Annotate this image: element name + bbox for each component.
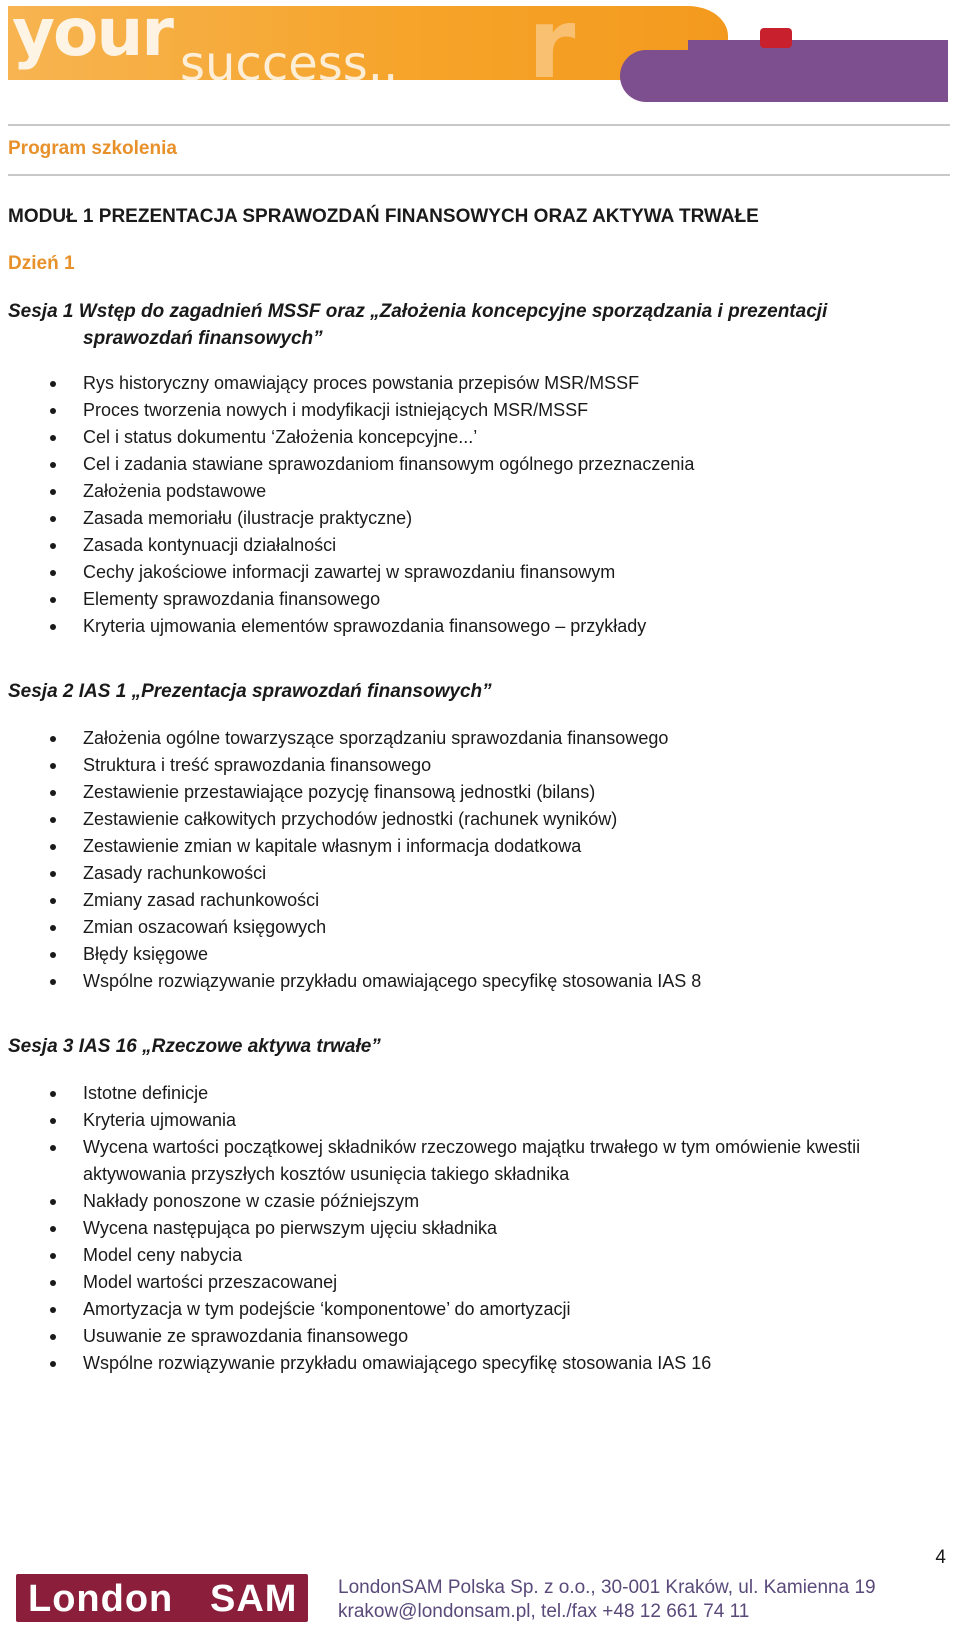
module-title: MODUŁ 1 PREZENTACJA SPRAWOZDAŃ FINANSOWYCH ORAZ AKTYWA TRWAŁE	[8, 206, 759, 227]
list-item: Zasady rachunkowości	[8, 860, 938, 887]
list-item: Założenia podstawowe	[8, 478, 938, 505]
list-item: Wspólne rozwiązywanie przykładu omawiającego specyfikę stosowania IAS 8	[8, 968, 938, 995]
list-item: Kryteria ujmowania elementów sprawozdania finansowego – przykłady	[8, 613, 938, 640]
document-body	[8, 205, 938, 1377]
list-item: Zasada memoriału (ilustracje praktyczne)	[8, 505, 938, 532]
list-item: Struktura i treść sprawozdania finansowego	[8, 752, 938, 779]
session-3-list	[8, 1080, 938, 1377]
page-number: 4	[935, 1547, 946, 1568]
list-item: Proces tworzenia nowych i modyfikacji istniejących MSR/MSSF	[8, 397, 938, 424]
session-2	[8, 678, 938, 995]
list-item: Zmiany zasad rachunkowości	[8, 887, 938, 914]
list-item: Cel i status dokumentu ‘Założenia koncepcyjne...’	[8, 424, 938, 451]
list-item: Cel i zadania stawiane sprawozdaniom finansowym ogólnego przeznaczenia	[8, 451, 938, 478]
banner-red-mark	[760, 28, 792, 48]
footer	[16, 1572, 946, 1624]
session-2-list	[8, 725, 938, 995]
list-item: Zestawienie całkowitych przychodów jednostki (rachunek wyników)	[8, 806, 938, 833]
contact-address: LondonSAM Polska Sp. z o.o., 30-001 Kraków, ul. Kamienna 19	[338, 1577, 876, 1598]
session-1	[8, 298, 938, 640]
list-item: Usuwanie ze sprawozdania finansowego	[8, 1323, 938, 1350]
session-title: Sesja 3 IAS 16 „Rzeczowe aktywa trwałe”	[8, 1036, 381, 1057]
header-banner	[8, 6, 948, 102]
logo-text-london: London	[28, 1578, 174, 1620]
list-item: Wycena wartości początkowej składników rzeczowego majątku trwałego w tym omówienie kwestii aktywowania przyszłych kosztów usunięcia takiego składnika	[8, 1134, 938, 1188]
list-item: Zasada kontynuacji działalności	[8, 532, 938, 559]
list-item: Model ceny nabycia	[8, 1242, 938, 1269]
session-title: Sesja 2 IAS 1 „Prezentacja sprawozdań finansowych”	[8, 681, 492, 702]
list-item: Zestawienie przestawiające pozycję finansową jednostki (bilans)	[8, 779, 938, 806]
day-title: Dzień 1	[8, 253, 75, 274]
footer-contact	[338, 1576, 876, 1624]
session-3	[8, 1033, 938, 1377]
list-item: Rys historyczny omawiający proces powstania przepisów MSR/MSSF	[8, 370, 938, 397]
session-1-list	[8, 370, 938, 640]
top-divider	[8, 124, 950, 126]
list-item: Kryteria ujmowania	[8, 1107, 938, 1134]
banner-logo-word-r: r	[528, 6, 576, 100]
list-item: Zestawienie zmian w kapitale własnym i informacja dodatkowa	[8, 833, 938, 860]
banner-purple-band	[620, 50, 948, 102]
list-item: Założenia ogólne towarzyszące sporządzaniu sprawozdania finansowego	[8, 725, 938, 752]
list-item: Nakłady ponoszone w czasie późniejszym	[8, 1188, 938, 1215]
londonsam-logo	[16, 1574, 308, 1622]
list-item: Model wartości przeszacowanej	[8, 1269, 938, 1296]
list-item: Wycena następująca po pierwszym ujęciu składnika	[8, 1215, 938, 1242]
logo-text-sam: SAM	[210, 1578, 298, 1620]
list-item: Cechy jakościowe informacji zawartej w sprawozdaniu finansowym	[8, 559, 938, 586]
list-item: Wspólne rozwiązywanie przykładu omawiającego specyfikę stosowania IAS 16	[8, 1350, 938, 1377]
program-title: Program szkolenia	[8, 138, 177, 159]
list-item: Amortyzacja w tym podejście ‘komponentowe’ do amortyzacji	[8, 1296, 938, 1323]
session-title: Sesja 1 Wstęp do zagadnień MSSF oraz „Założenia koncepcyjne sporządzania i prezentacji sprawozdań finansowych”	[8, 301, 828, 349]
contact-email-phone: krakow@londonsam.pl, tel./fax +48 12 661 74 11	[338, 1601, 750, 1622]
list-item: Zmian oszacowań księgowych	[8, 914, 938, 941]
title-divider	[8, 174, 950, 176]
banner-logo-word-your: your	[12, 6, 172, 71]
list-item: Istotne definicje	[8, 1080, 938, 1107]
list-item: Błędy księgowe	[8, 941, 938, 968]
banner-logo-word-success: success..	[180, 36, 399, 92]
list-item: Elementy sprawozdania finansowego	[8, 586, 938, 613]
